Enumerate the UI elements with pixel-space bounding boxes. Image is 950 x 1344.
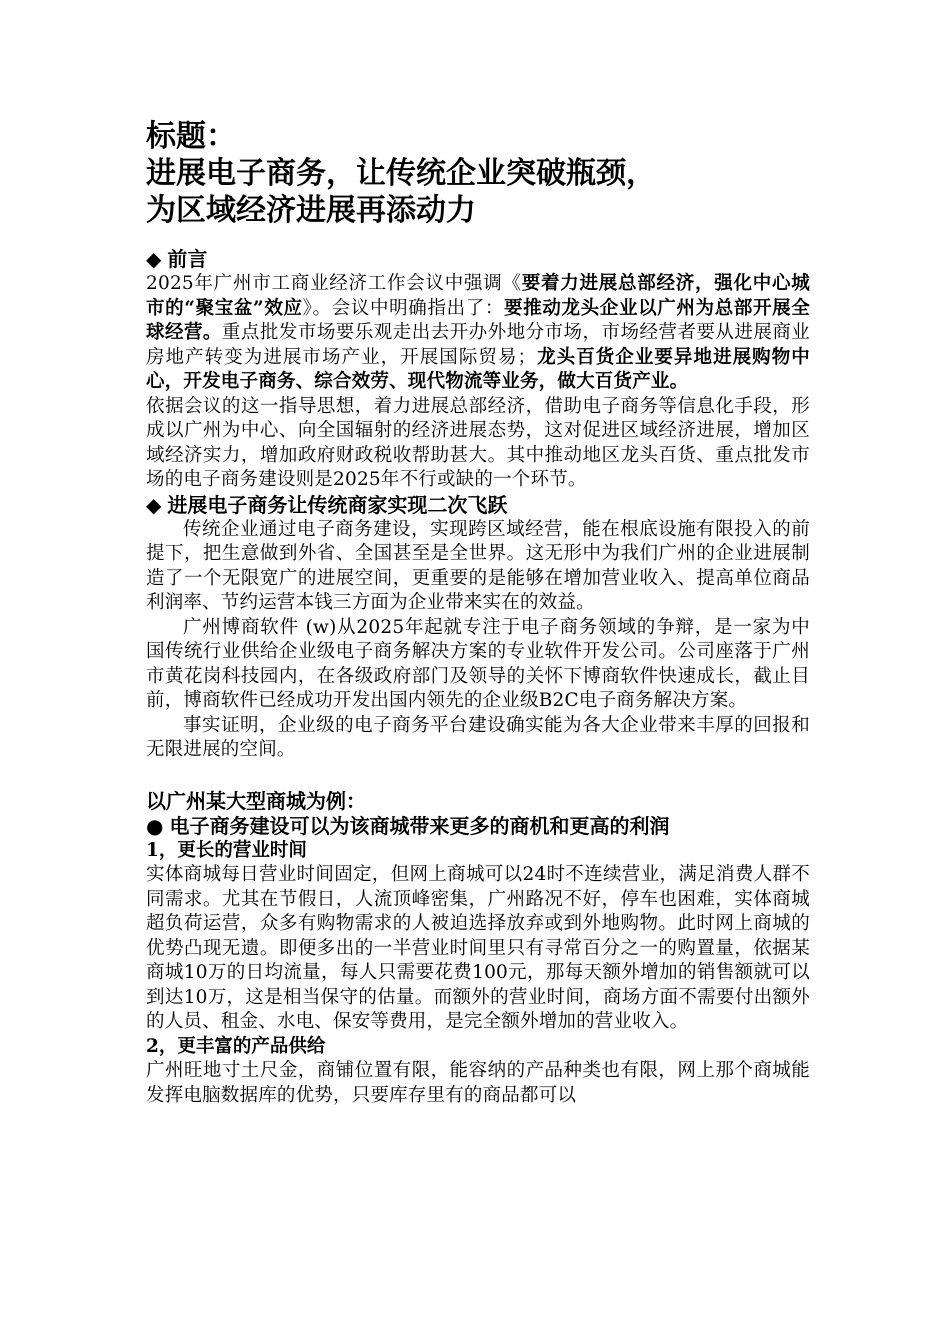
intro-paragraph-1 xyxy=(146,272,810,395)
circle-bullet-icon: ● xyxy=(146,813,164,838)
title-label: 标题： xyxy=(146,119,236,154)
diamond-bullet-icon: ◆ xyxy=(146,247,162,271)
section-heading-intro xyxy=(146,247,810,272)
intro-p1-b: 要着力进展总部经济，强化中心城市的“聚宝盆”效应 xyxy=(146,273,810,319)
intro-p1-f: 龙头百货企业要异地进展购物中心，开发电子商务、综合效劳、现代物流等业务，做大百货产业。 xyxy=(146,346,810,392)
point-2-heading: 2，更丰富的产品供给 xyxy=(146,1035,326,1057)
point-2-paragraph: 广州旺地寸土尺金，商铺位置有限，能容纳的产品种类也有限，网上那个商城能发挥电脑数据库的优势，只要库存里有的商品都可以 xyxy=(146,1060,810,1106)
section-heading-leap xyxy=(146,493,810,518)
leap-paragraph-2: 广州博商软件 (w)从2025年起就专注于电子商务领域的争辩，是一家为中国传统行业供给企业级电子商务解决方案的专业软件开发公司。公司座落于广州市黄花岗科技园内，在各级政府部门及领导的关怀下博商软件快速成长，截止目前，博商软件已经成功开发出国内领先的企业级B2C电子商务解决方案。 xyxy=(146,616,810,711)
intro-p1-c: 》。会议中明确指出了： xyxy=(302,297,505,319)
example-bullet-heading xyxy=(146,814,810,839)
intro-p1-e: 重点批发市场要乐观走出去开办外地分市场，市场经营者要从进展商业房地产转变为进展市场产业，开展国际贸易； xyxy=(146,322,810,368)
point-1-paragraph: 实体商城每日营业时间固定，但网上商城可以24时不连续营业，满足消费人群不同需求。尤其在节假日，人流顶峰密集，广州路况不好，停车也困难，实体商城超负荷运营，众多有购物需求的人被迫选择放弃或到外地购物。此时网上商城的优势凸现无遗。即便多出的一半营业时间里只有寻常百分之一的购置量，依据某商城10万的日均流量，每人只需要花费100元，那每天额外增加的销售额就可以到达10万，这是相当保守的估量。而额外的营业时间，商场方面不需要付出额外的人员、租金、水电、保安等费用，是完全额外增加的营业收入。 xyxy=(146,864,810,1032)
document-page xyxy=(146,118,810,1108)
intro-paragraph-2: 依据会议的这一指导思想，着力进展总部经济，借助电子商务等信息化手段，形成以广州为中心、向全国辐射的经济进展态势，这对促进区域经济进展，增加区域经济实力，增加政府财政税收帮助甚大。其中推动地区龙头百货、重点批发市场的电子商务建设则是2025年不行或缺的一个环节。 xyxy=(146,395,810,490)
leap-paragraph-3: 事实证明，企业级的电子商务平台建设确实能为各大企业带来丰厚的回报和无限进展的空间。 xyxy=(146,714,810,760)
section-heading-intro-text: 前言 xyxy=(167,247,208,271)
title-line-2: 为区域经济进展再添动力 xyxy=(146,193,476,228)
blank-line xyxy=(146,763,810,789)
diamond-bullet-icon: ◆ xyxy=(146,492,162,517)
intro-p1-a: 2025年广州市工商业经济工作会议中强调《 xyxy=(146,273,522,294)
example-heading: 以广州某大型商城为例： xyxy=(146,788,366,813)
title-line-1: 进展电子商务，让传统企业突破瓶颈， xyxy=(146,156,656,191)
point-1-heading: 1，更长的营业时间 xyxy=(146,839,307,861)
intro-p1-d: 要推动龙头企业以广州为总部开展全球经营。 xyxy=(146,297,810,343)
leap-paragraph-1: 传统企业通过电子商务建设，实现跨区域经营，能在根底设施有限投入的前提下，把生意做到外省、全国甚至是全世界。这无形中为我们广州的企业进展制造了一个无限宽广的进展空间，更重要的是能够在增加营业收入、提高单位商品利润率、节约运营本钱三方面为企业带来实在的效益。 xyxy=(146,518,810,613)
section-heading-leap-text: 进展电子商务让传统商家实现二次飞跃 xyxy=(167,492,508,517)
example-bullet-text: 电子商务建设可以为该商城带来更多的商机和更高的利润 xyxy=(169,813,670,838)
document-title xyxy=(146,118,810,229)
